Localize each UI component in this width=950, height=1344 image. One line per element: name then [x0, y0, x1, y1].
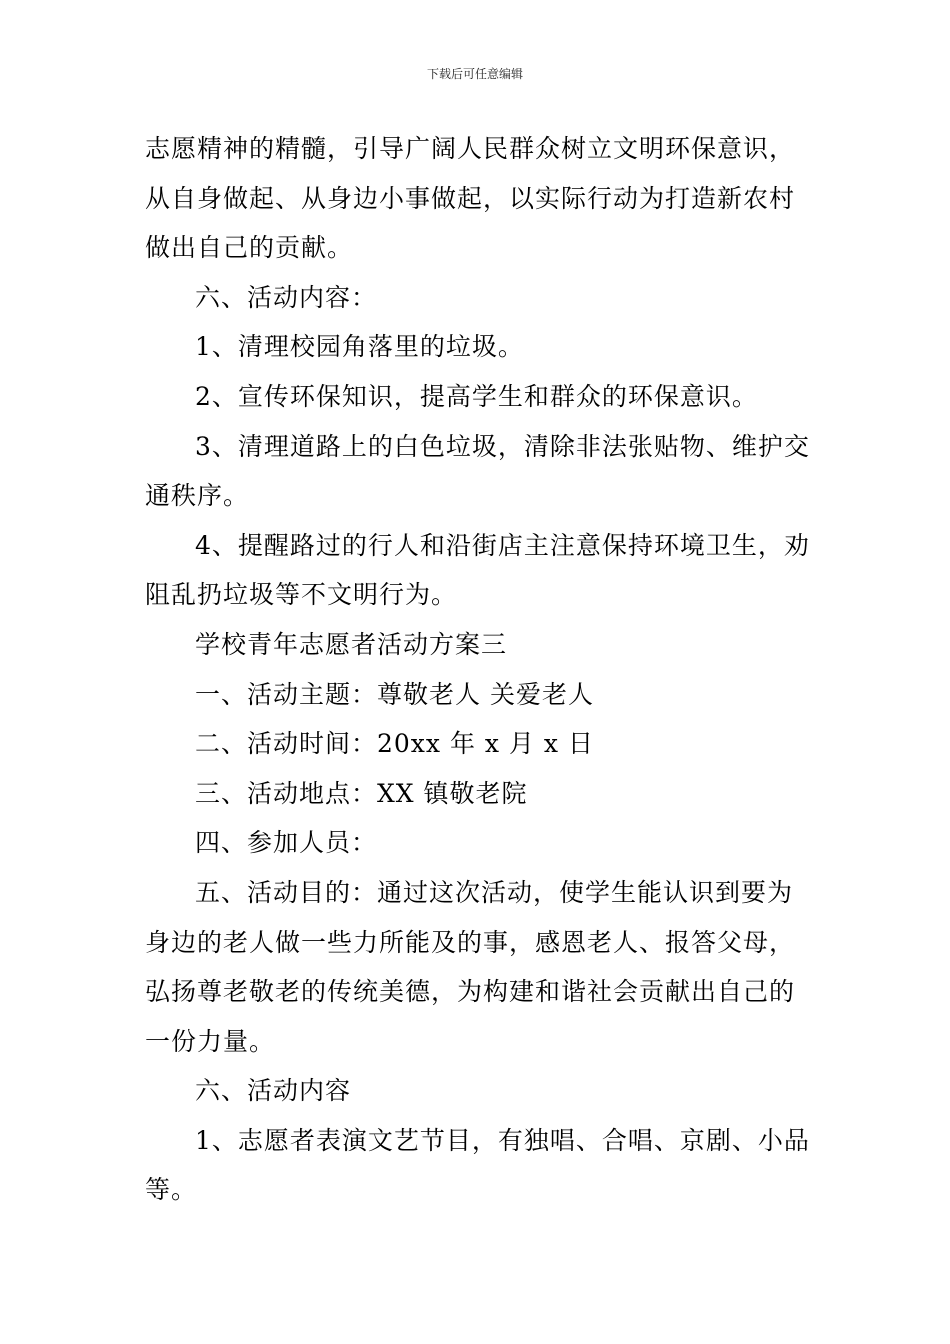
section-heading: 六、活动内容	[195, 1076, 352, 1106]
section-heading: 二、活动时间：20xx 年 x 月 x 日	[195, 729, 594, 759]
list-item: 3、清理道路上的白色垃圾，清除非法张贴物、维护交	[195, 431, 810, 461]
list-item: 2、宣传环保知识，提高学生和群众的环保意识。	[195, 381, 758, 411]
section-heading: 一、活动主题：尊敬老人 关爱老人	[195, 679, 594, 709]
text-line: 弘扬尊老敬老的传统美德，为构建和谐社会贡献出自己的	[145, 977, 796, 1007]
list-item: 1、志愿者表演文艺节目，有独唱、合唱、京剧、小品	[195, 1125, 810, 1155]
text-line: 志愿精神的精髓，引导广阔人民群众树立文明环保意识，	[145, 134, 796, 163]
list-item: 4、提醒路过的行人和沿街店主注意保持环境卫生，劝	[195, 530, 810, 560]
text-line: 做出自己的贡献。	[145, 233, 354, 263]
text-line: 一份力量。	[145, 1026, 276, 1056]
document-body	[145, 124, 810, 1215]
page-header-note: 下载后可任意编辑	[426, 67, 523, 81]
text-line: 通秩序。	[145, 481, 250, 511]
section-heading: 三、活动地点：XX 镇敬老院	[195, 778, 528, 808]
text-line: 等。	[145, 1175, 198, 1205]
list-item: 1、清理校园角落里的垃圾。	[195, 332, 524, 362]
text-line: 身边的老人做一些力所能及的事，感恩老人、报答父母，	[145, 927, 796, 957]
section-heading: 六、活动内容：	[195, 282, 378, 312]
section-heading: 五、活动目的：通过这次活动，使学生能认识到要为	[195, 877, 794, 907]
text-line: 从自身做起、从身边小事做起，以实际行动为打造新农村	[145, 183, 796, 213]
text-line: 阻乱扔垃圾等不文明行为。	[145, 580, 458, 610]
section-heading: 四、参加人员：	[195, 828, 378, 858]
document-title: 学校青年志愿者活动方案三	[195, 629, 508, 659]
